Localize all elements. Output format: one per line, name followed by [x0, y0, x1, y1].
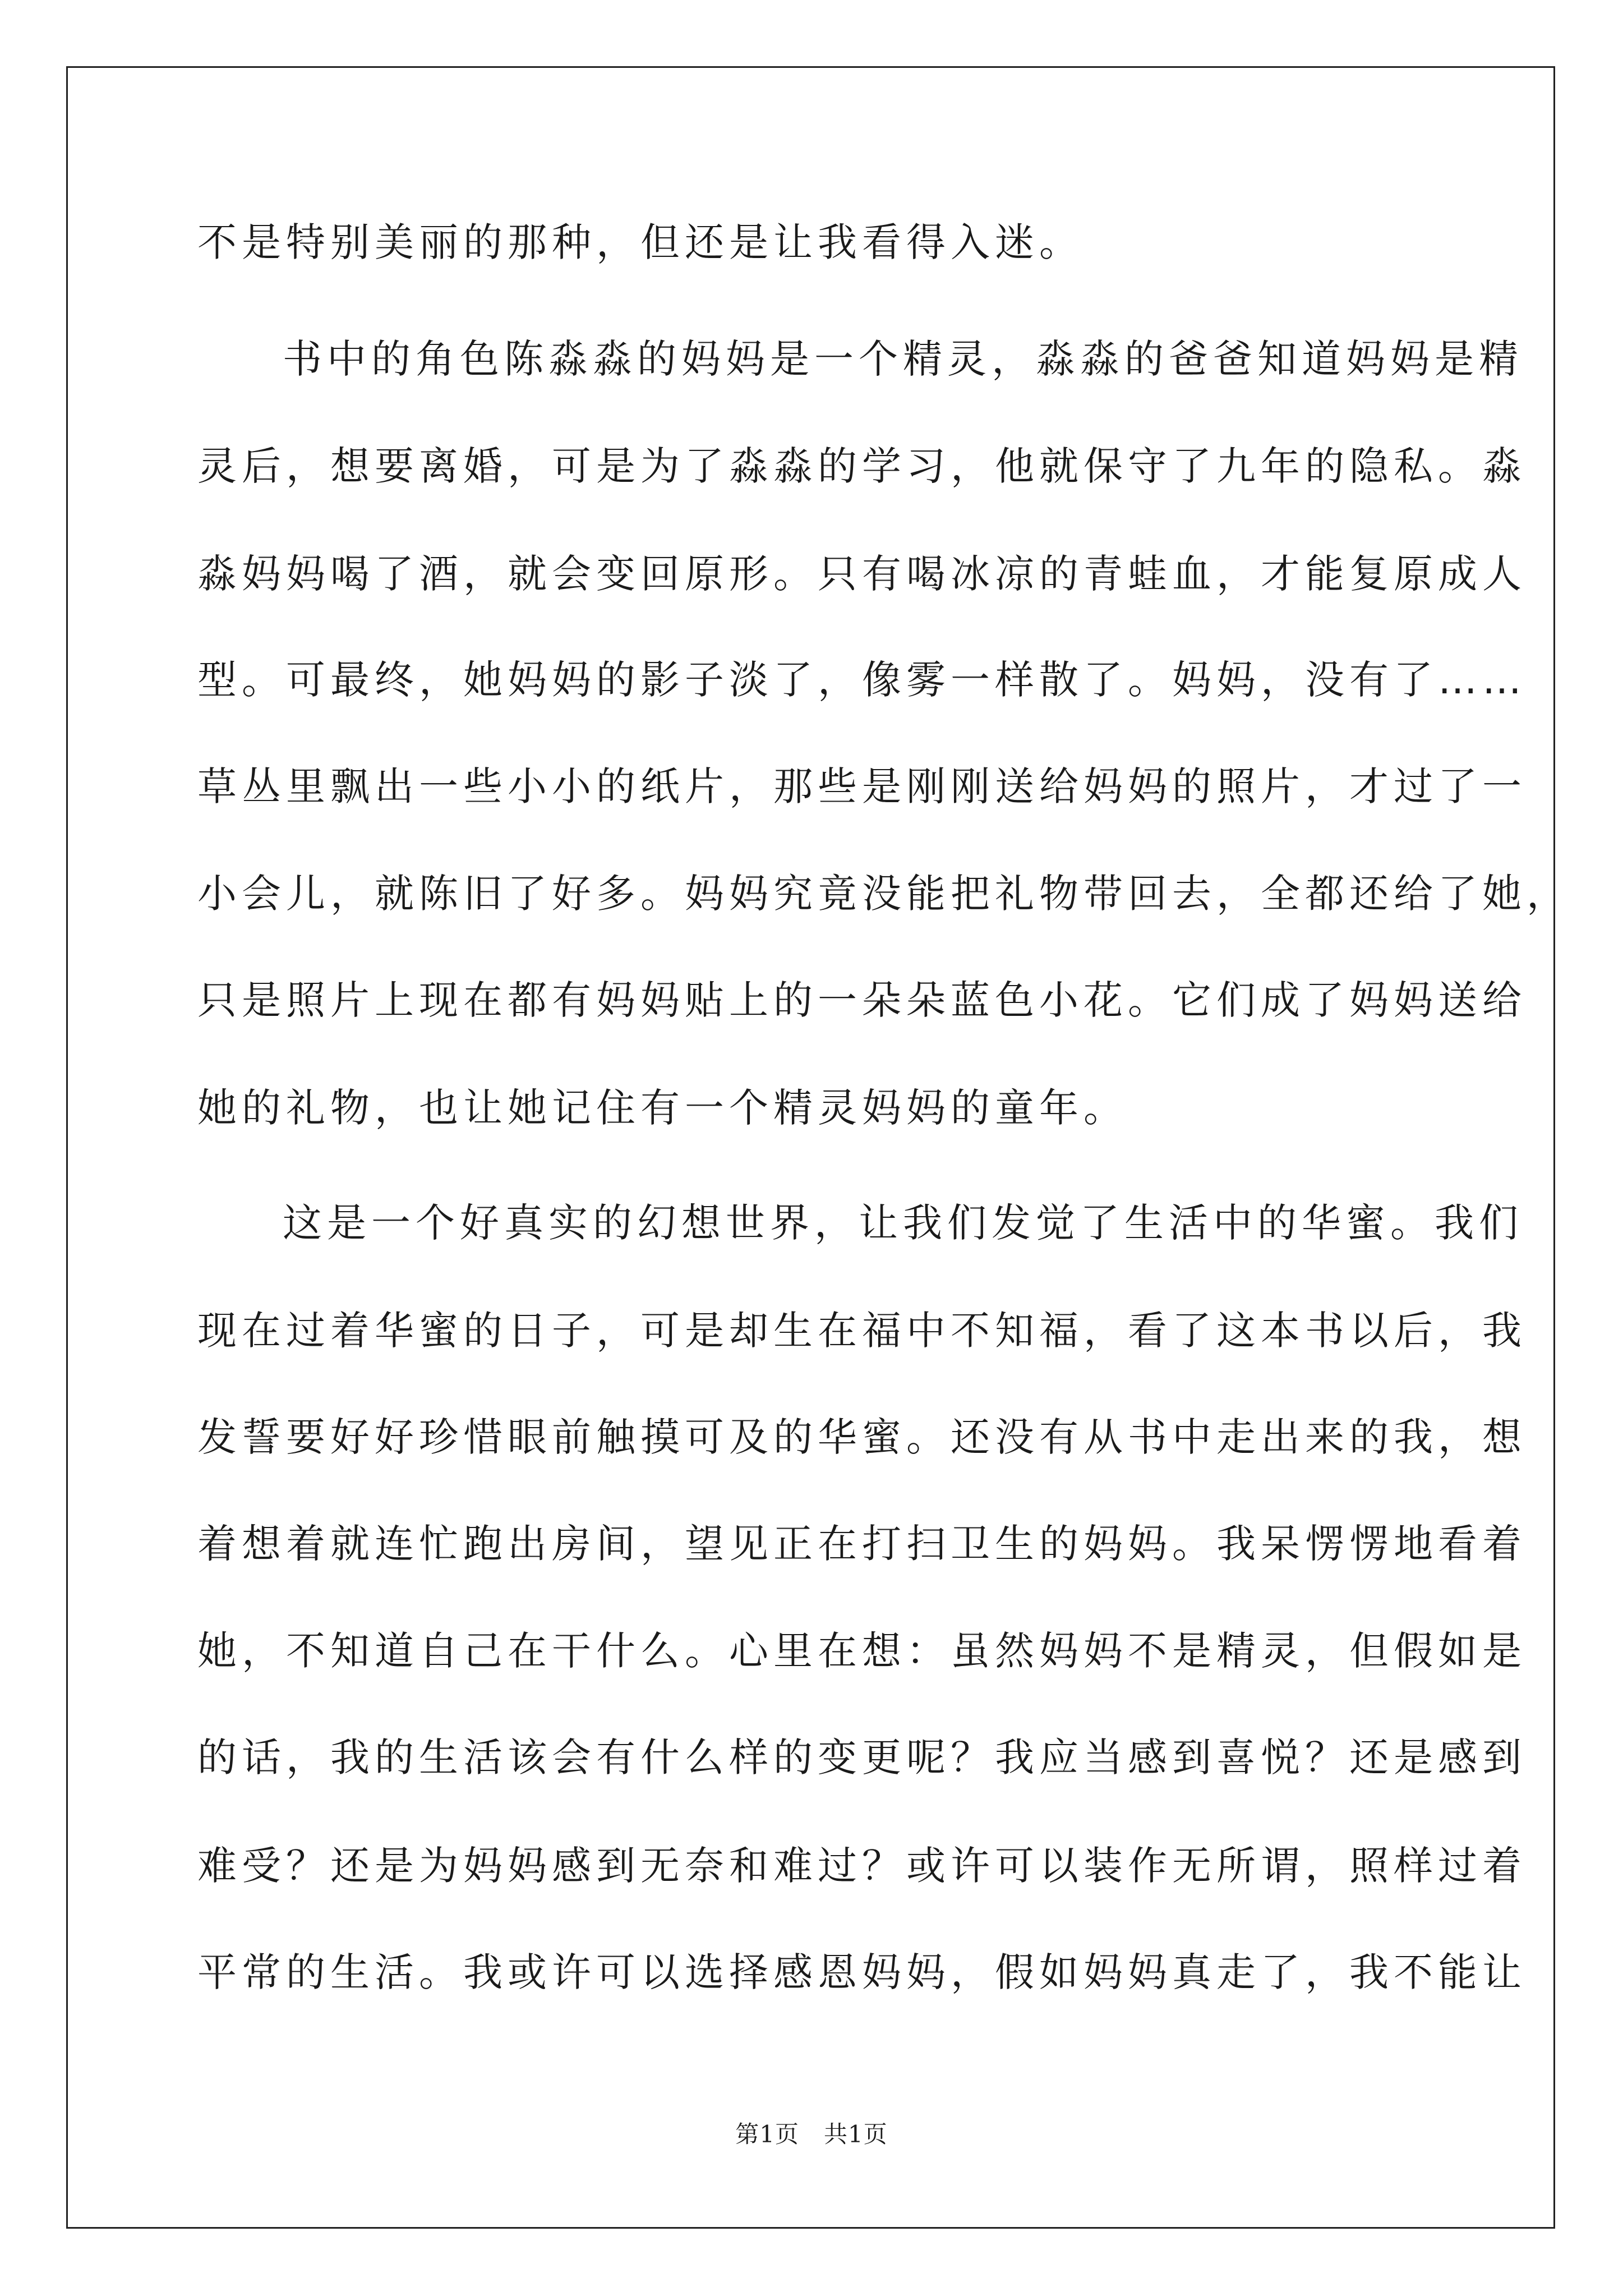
text-line: 型。可最终，她妈妈的影子淡了，像雾一样散了。妈妈，没有了……: [197, 657, 1527, 703]
page-border: [66, 66, 1555, 2229]
paragraph-start-line: 书中的角色陈淼淼的妈妈是一个精灵，淼淼的爸爸知道妈妈是精: [283, 336, 1523, 382]
text-line: 着想着就连忙跑出房间，望见正在打扫卫生的妈妈。我呆愣愣地看着: [197, 1521, 1527, 1567]
text-line: 她，不知道自己在干什么。心里在想：虽然妈妈不是精灵，但假如是: [197, 1628, 1527, 1674]
paragraph-start-line: 这是一个好真实的幻想世界，让我们发觉了生活中的华蜜。我们: [283, 1200, 1523, 1246]
text-line: 现在过着华蜜的日子，可是却生在福中不知福，看了这本书以后，我: [197, 1308, 1527, 1354]
text-line: 小会儿，就陈旧了好多。妈妈究竟没能把礼物带回去，全都还给了她，: [197, 871, 1571, 917]
text-line: 平常的生活。我或许可以选择感恩妈妈，假如妈妈真走了，我不能让: [197, 1949, 1527, 1995]
text-line: 淼妈妈喝了酒，就会变回原形。只有喝冰凉的青蛙血，才能复原成人: [197, 551, 1527, 597]
text-line: 难受？还是为妈妈感到无奈和难过？或许可以装作无所谓，照样过着: [197, 1843, 1527, 1889]
page-number: 第1页: [735, 2120, 799, 2148]
text-line: 她的礼物，也让她记住有一个精灵妈妈的童年。: [197, 1085, 1128, 1131]
text-line: 的话，我的生活该会有什么样的变更呢？我应当感到喜悦？还是感到: [197, 1734, 1527, 1780]
page-total: 共1页: [824, 2120, 888, 2148]
page-footer: [0, 2116, 1623, 2150]
text-line: 灵后，想要离婚，可是为了淼淼的学习，他就保守了九年的隐私。淼: [197, 443, 1527, 489]
text-line: 只是照片上现在都有妈妈贴上的一朵朵蓝色小花。它们成了妈妈送给: [197, 977, 1527, 1023]
text-line: 发誓要好好珍惜眼前触摸可及的华蜜。还没有从书中走出来的我，想: [197, 1414, 1527, 1460]
text-line: 不是特别美丽的那种，但还是让我看得入迷。: [197, 219, 1083, 265]
text-line: 草丛里飘出一些小小的纸片，那些是刚刚送给妈妈的照片，才过了一: [197, 763, 1527, 809]
